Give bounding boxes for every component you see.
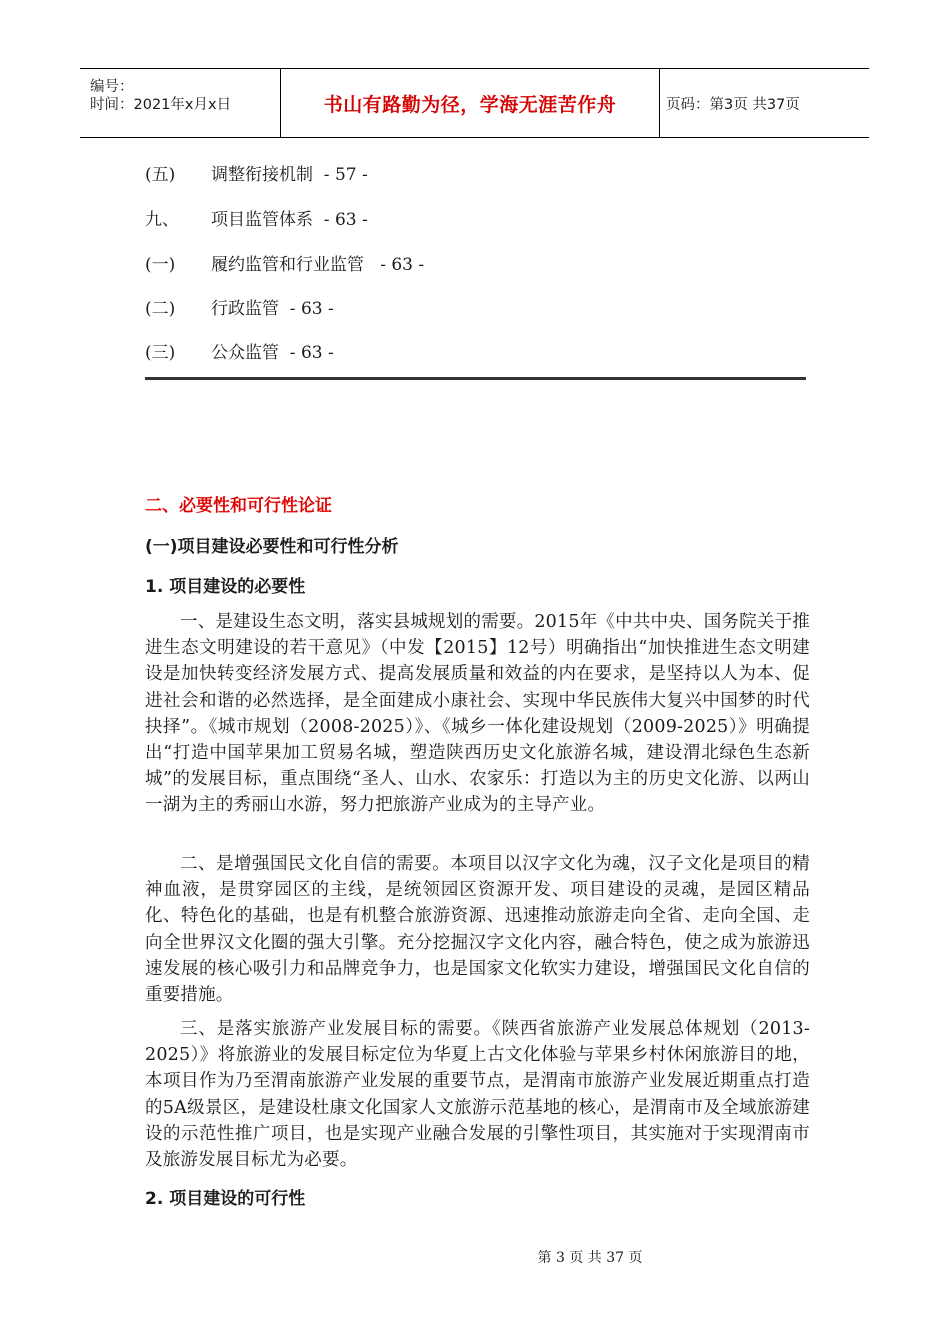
time-label: 时间：2021年x月x日: [90, 97, 232, 113]
header-motto: 书山有路勤为径，学海无涯苦作舟: [281, 69, 660, 137]
toc-text: 调整衔接机制 - 57 -: [211, 165, 368, 185]
toc-item[interactable]: [145, 160, 368, 185]
header-meta-cell: [80, 69, 281, 137]
toc-number: (一): [145, 255, 176, 275]
toc-number: (五): [145, 165, 176, 185]
toc-divider: [145, 377, 806, 380]
toc-item[interactable]: [145, 205, 368, 230]
toc-number: (三): [145, 343, 176, 363]
paragraph-1: 一、是建设生态文明，落实县城规划的需要。2015年《中共中央、国务院关于推进生态文明建设的若干意见》（中发【2015】12号）明确指出“加快推进生态文明建设是加快转变经济发展方式、提高发展质量和效益的内在要求，是坚持以人为本、促进社会和谐的必然选择，是全面建成小康社会、实现中华民族伟大复兴中国梦的时代抉择”。《城市规划（2008-2025）》、《城乡一体化建设规划（2009-2025）》明确提出“打造中国苹果加工贸易名城，塑造陕西历史文化旅游名城，建设渭北绿色生态新城”的发展目标，重点围绕“圣人、山水、农家乐：打造以为主的历史文化游、以两山一湖为主的秀丽山水游，努力把旅游产业成为的主导产业。: [145, 612, 810, 816]
section-title: 二、必要性和可行性论证: [145, 496, 332, 516]
toc-text: 履约监管和行业监管 - 63 -: [211, 255, 425, 275]
item1-title: 1. 项目建设的必要性: [145, 577, 306, 597]
toc-text: 项目监管体系 - 63 -: [211, 210, 368, 230]
toc-item[interactable]: [145, 294, 334, 319]
header-table: [80, 68, 869, 138]
number-label: 编号：: [90, 79, 134, 95]
toc-item[interactable]: [145, 338, 334, 363]
header-page-info: 页码：第3页 共37页: [666, 96, 800, 113]
toc-text: 公众监管 - 63 -: [211, 343, 334, 363]
page-footer: [0, 1247, 950, 1267]
paragraph-3: 三、是落实旅游产业发展目标的需要。《陕西省旅游产业发展总体规划（2013-2025）》将旅游业的发展目标定位为华夏上古文化体验与苹果乡村休闲旅游目的地，本项目作为乃至渭南旅游产业发展的重要节点，是渭南市旅游产业发展近期重点打造的5A级景区，是建设杜康文化国家人文旅游示范基地的核心，是渭南市及全域旅游建设的示范性推广项目，也是实现产业融合发展的引擎性项目，其实施对于实现渭南市及旅游发展目标尤为必要。: [145, 1019, 810, 1171]
paragraph-2: 二、是增强国民文化自信的需要。本项目以汉字文化为魂，汉子文化是项目的精神血液，是贯穿园区的主线，是统领园区资源开发、项目建设的灵魂，是园区精品化、特色化的基础，也是有机整合旅游资源、迅速推动旅游走向全省、走向全国、走向全世界汉文化圈的强大引擎。充分挖掘汉字文化内容，融合特色，使之成为旅游迅速发展的核心吸引力和品牌竞争力，也是国家文化软实力建设，增强国民文化自信的重要措施。: [145, 854, 810, 1006]
toc-item[interactable]: [145, 250, 424, 275]
toc-number: 九、: [145, 210, 179, 230]
footer-page-number: 第 3 页 共 37 页: [537, 1250, 643, 1266]
subsection-title: (一)项目建设必要性和可行性分析: [145, 537, 399, 557]
toc-number: (二): [145, 299, 176, 319]
toc-text: 行政监管 - 63 -: [211, 299, 334, 319]
item2-title: 2. 项目建设的可行性: [145, 1189, 306, 1209]
